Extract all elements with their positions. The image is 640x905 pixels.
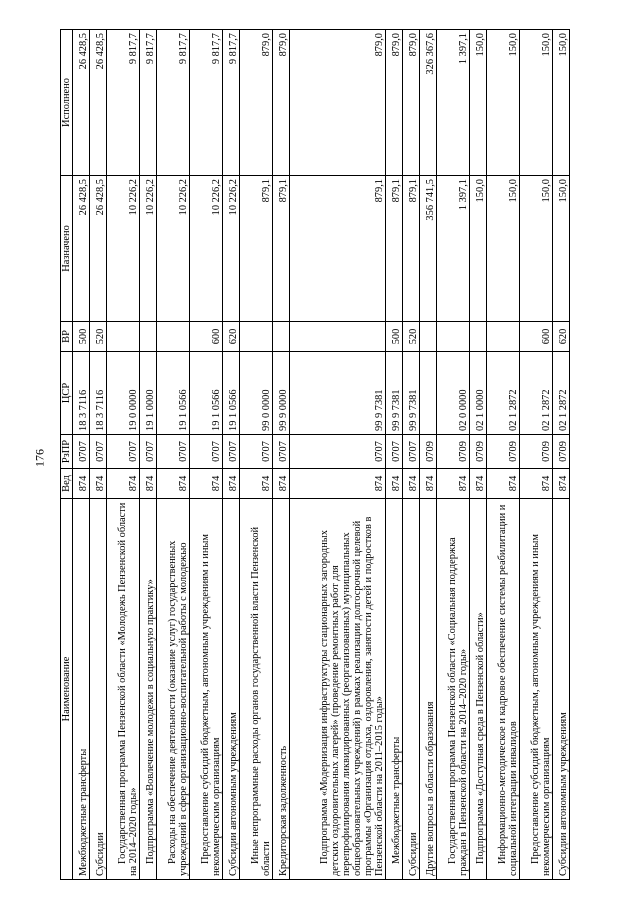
table-row (272, 30, 289, 880)
cell-name: Межбюджетные трансферты (73, 499, 90, 880)
table-row (519, 30, 552, 880)
cell-vr: 520 (402, 322, 419, 352)
cell-vr (272, 322, 289, 352)
cell-vr: 500 (385, 322, 402, 352)
cell-rzpr: 0707 (402, 435, 419, 469)
cell-isp: 150,0 (519, 30, 552, 176)
cell-csr: 19 1 0566 (157, 352, 190, 435)
cell-nazn: 1 397,1 (437, 176, 470, 322)
cell-name: Субсидии автономным учреждениям (222, 499, 239, 880)
cell-csr: 02 1 2872 (519, 352, 552, 435)
cell-csr: 19 1 0000 (140, 352, 157, 435)
cell-rzpr: 0707 (272, 435, 289, 469)
cell-name: Государственная программа Пензенской области «Социальная поддержка граждан в Пензенской области на 2014–2020 годы» (437, 499, 470, 880)
header-vr: ВР (61, 322, 73, 352)
table-row (385, 30, 402, 880)
cell-csr: 02 1 2872 (552, 352, 569, 435)
cell-csr: 18 3 7116 (73, 352, 90, 435)
cell-isp: 1 397,1 (437, 30, 470, 176)
cell-name: Другие вопросы в области образования (419, 499, 436, 880)
table-row (107, 30, 140, 880)
cell-isp: 9 817,7 (107, 30, 140, 176)
cell-nazn: 26 428,5 (73, 176, 90, 322)
cell-name: Предоставление субсидий бюджетным, автономным учреждениям и иным некоммерческим организациям (190, 499, 223, 880)
cell-isp: 879,0 (290, 30, 386, 176)
cell-csr: 19 1 0566 (190, 352, 223, 435)
cell-isp: 26 428,5 (90, 30, 107, 176)
cell-isp: 326 367,6 (419, 30, 436, 176)
cell-vr: 600 (190, 322, 223, 352)
table-row (437, 30, 470, 880)
cell-name: Подпрограмма «Вовлечение молодежи в социальную практику» (140, 499, 157, 880)
cell-csr: 99 9 7381 (385, 352, 402, 435)
cell-vr (107, 322, 140, 352)
cell-nazn: 356 741,5 (419, 176, 436, 322)
cell-nazn: 879,1 (385, 176, 402, 322)
cell-vr: 620 (222, 322, 239, 352)
header-name: Наименование (61, 499, 73, 880)
table-row (419, 30, 436, 880)
header-rzpr: РзПР (61, 435, 73, 469)
cell-name: Субсидии автономным учреждениям (552, 499, 569, 880)
cell-name: Иные непрограммные расходы органов государственной власти Пензенской области (240, 499, 273, 880)
cell-ved: 874 (107, 469, 140, 499)
cell-isp: 150,0 (487, 30, 520, 176)
cell-ved: 874 (240, 469, 273, 499)
cell-vr (240, 322, 273, 352)
cell-isp: 879,0 (385, 30, 402, 176)
cell-nazn: 10 226,2 (190, 176, 223, 322)
cell-ved: 874 (402, 469, 419, 499)
cell-isp: 9 817,7 (140, 30, 157, 176)
cell-ved: 874 (385, 469, 402, 499)
cell-isp: 150,0 (552, 30, 569, 176)
cell-vr (290, 322, 386, 352)
cell-nazn: 879,1 (272, 176, 289, 322)
cell-rzpr: 0709 (437, 435, 470, 469)
cell-name: Кредиторская задолженность (272, 499, 289, 880)
cell-isp: 879,0 (240, 30, 273, 176)
cell-nazn: 150,0 (552, 176, 569, 322)
cell-csr: 99 9 0000 (272, 352, 289, 435)
cell-ved: 874 (157, 469, 190, 499)
cell-isp: 9 817,7 (222, 30, 239, 176)
cell-rzpr: 0707 (290, 435, 386, 469)
cell-vr: 620 (552, 322, 569, 352)
cell-isp: 150,0 (469, 30, 486, 176)
cell-rzpr: 0707 (222, 435, 239, 469)
rotated-page (60, 30, 570, 880)
table-row (290, 30, 386, 880)
table-row (190, 30, 223, 880)
header-csr: ЦСР (61, 352, 73, 435)
cell-vr (140, 322, 157, 352)
cell-nazn: 10 226,2 (157, 176, 190, 322)
cell-csr: 19 0 0000 (107, 352, 140, 435)
cell-csr: 02 1 2872 (487, 352, 520, 435)
header-nazn: Назначено (61, 176, 73, 322)
cell-rzpr: 0707 (190, 435, 223, 469)
table-row (402, 30, 419, 880)
cell-ved: 874 (290, 469, 386, 499)
cell-ved: 874 (487, 469, 520, 499)
cell-vr: 600 (519, 322, 552, 352)
cell-nazn: 879,1 (290, 176, 386, 322)
cell-vr (437, 322, 470, 352)
cell-nazn: 26 428,5 (90, 176, 107, 322)
cell-name: Подпрограмма «Доступная среда в Пензенской области» (469, 499, 486, 880)
page-number-text: 176 (32, 449, 47, 467)
cell-rzpr: 0709 (552, 435, 569, 469)
cell-nazn: 10 226,2 (140, 176, 157, 322)
cell-nazn: 150,0 (487, 176, 520, 322)
table-container (60, 30, 570, 880)
cell-name: Государственная программа Пензенской области «Молодежь Пензенской области на 2014–2020 годы» (107, 499, 140, 880)
cell-csr: 02 1 0000 (469, 352, 486, 435)
cell-ved: 874 (469, 469, 486, 499)
cell-csr: 18 3 7116 (90, 352, 107, 435)
cell-ved: 874 (140, 469, 157, 499)
table-row (552, 30, 569, 880)
table-row (73, 30, 90, 880)
cell-ved: 874 (272, 469, 289, 499)
cell-isp: 9 817,7 (157, 30, 190, 176)
cell-name: Субсидии (402, 499, 419, 880)
cell-rzpr: 0709 (469, 435, 486, 469)
cell-isp: 26 428,5 (73, 30, 90, 176)
header-isp: Исполнено (61, 30, 73, 176)
cell-csr: 99 0 0000 (240, 352, 273, 435)
cell-nazn: 150,0 (519, 176, 552, 322)
cell-rzpr: 0709 (519, 435, 552, 469)
cell-ved: 874 (552, 469, 569, 499)
cell-isp: 879,0 (402, 30, 419, 176)
cell-nazn: 879,1 (240, 176, 273, 322)
table-header-row (61, 30, 73, 880)
cell-csr: 19 1 0566 (222, 352, 239, 435)
table-row (240, 30, 273, 880)
cell-nazn: 10 226,2 (222, 176, 239, 322)
cell-rzpr: 0707 (107, 435, 140, 469)
cell-name: Информационно-методическое и кадровое обеспечение системы реабилитации и социальной интеграции инвалидов (487, 499, 520, 880)
cell-nazn: 10 226,2 (107, 176, 140, 322)
cell-csr: 02 0 0000 (437, 352, 470, 435)
cell-vr (419, 322, 436, 352)
table-row (469, 30, 486, 880)
cell-rzpr: 0709 (487, 435, 520, 469)
cell-isp: 879,0 (272, 30, 289, 176)
cell-name: Межбюджетные трансферты (385, 499, 402, 880)
cell-csr: 99 9 7381 (402, 352, 419, 435)
cell-ved: 874 (437, 469, 470, 499)
header-ved: Вед (61, 469, 73, 499)
cell-ved: 874 (419, 469, 436, 499)
cell-ved: 874 (519, 469, 552, 499)
cell-vr: 500 (73, 322, 90, 352)
cell-csr: 99 9 7381 (290, 352, 386, 435)
cell-vr (469, 322, 486, 352)
cell-rzpr: 0709 (419, 435, 436, 469)
cell-rzpr: 0707 (73, 435, 90, 469)
table-row (222, 30, 239, 880)
cell-name: Расходы на обеспечение деятельности (оказание услуг) государственных учреждений в сфере организационно-воспитательной работы с молодежью (157, 499, 190, 880)
cell-rzpr: 0707 (385, 435, 402, 469)
cell-csr (419, 352, 436, 435)
cell-ved: 874 (73, 469, 90, 499)
cell-rzpr: 0707 (140, 435, 157, 469)
budget-table (60, 29, 570, 880)
table-row (140, 30, 157, 880)
cell-rzpr: 0707 (157, 435, 190, 469)
cell-vr: 520 (90, 322, 107, 352)
cell-ved: 874 (90, 469, 107, 499)
cell-nazn: 150,0 (469, 176, 486, 322)
cell-ved: 874 (190, 469, 223, 499)
table-row (90, 30, 107, 880)
cell-vr (157, 322, 190, 352)
cell-name: Подпрограмма «Модернизация инфраструктуры стационарных загородных детских оздоровительных лагерей» (проведение ремонтных работ для перепрофилирования ликвидированных (реорганизованных) муниципальных общеобразовательных учреждений) в рамках реализации долгосрочной целевой программы «Организация отдыха, оздоровления, занятости детей и подростков в Пензенской области на 2011–2015 годы» (290, 499, 386, 880)
cell-rzpr: 0707 (90, 435, 107, 469)
cell-name: Субсидии (90, 499, 107, 880)
cell-isp: 9 817,7 (190, 30, 223, 176)
cell-nazn: 879,1 (402, 176, 419, 322)
cell-vr (487, 322, 520, 352)
cell-rzpr: 0707 (240, 435, 273, 469)
table-row (157, 30, 190, 880)
cell-ved: 874 (222, 469, 239, 499)
table-row (487, 30, 520, 880)
cell-name: Предоставление субсидий бюджетным, автономным учреждениям и иным некоммерческим организациям (519, 499, 552, 880)
